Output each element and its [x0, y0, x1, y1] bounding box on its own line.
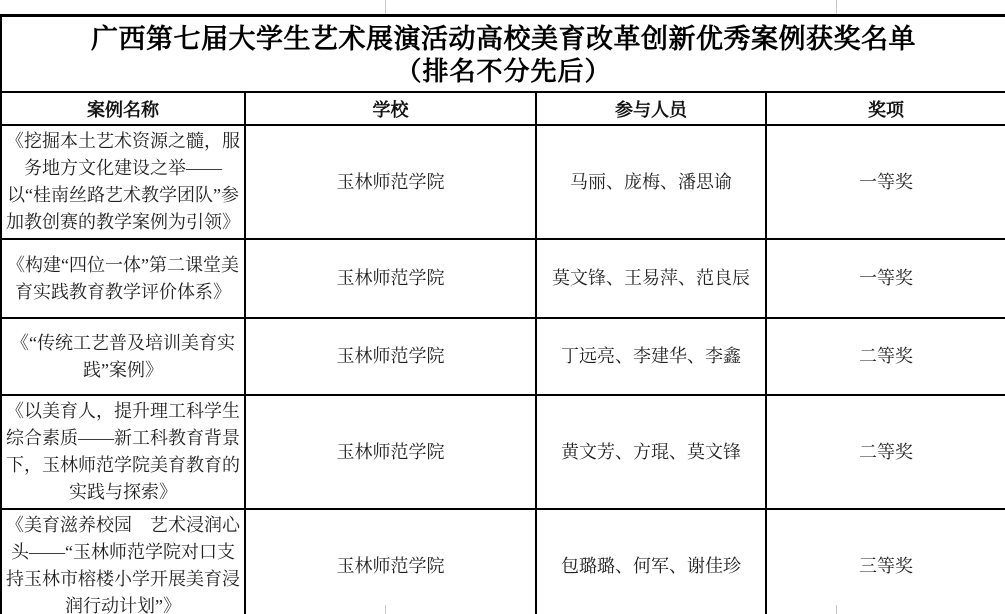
cell-school: 玉林师范学院: [245, 395, 536, 509]
col-header-case-name: 案例名称: [1, 92, 245, 125]
cell-case-name: 《构建“四位一体”第二课堂美育实践教育教学评价体系》: [1, 239, 245, 318]
col-header-school: 学校: [245, 92, 536, 125]
cell-school: 玉林师范学院: [245, 239, 536, 318]
cell-award: 三等奖: [766, 509, 1005, 614]
cell-participants: 莫文锋、王易萍、范良辰: [536, 239, 766, 318]
cell-case-name: 《美育滋养校园 艺术浸润心头——“玉林师范学院对口支持玉林市榕楼小学开展美育浸润行动计划”》: [1, 509, 245, 614]
cell-case-name: 《“传统工艺普及培训美育实践”案例》: [1, 318, 245, 395]
cell-award: 一等奖: [766, 239, 1005, 318]
table-row: [1, 125, 1005, 239]
awards-table: [0, 14, 1005, 614]
table-row: [1, 239, 1005, 318]
page-subtitle: （排名不分先后）: [395, 56, 612, 86]
title-row: [1, 16, 1005, 93]
cell-award: 一等奖: [766, 125, 1005, 239]
table-row: [1, 318, 1005, 395]
table-row: [1, 395, 1005, 509]
cell-school: 玉林师范学院: [245, 125, 536, 239]
cell-school: 玉林师范学院: [245, 509, 536, 614]
table-title-cell: [1, 16, 1005, 93]
cell-participants: 包璐璐、何军、谢佳珍: [536, 509, 766, 614]
cell-award: 二等奖: [766, 318, 1005, 395]
cell-participants: 黄文芳、方琨、莫文锋: [536, 395, 766, 509]
table-row: [1, 509, 1005, 614]
cell-school: 玉林师范学院: [245, 318, 536, 395]
cell-award: 二等奖: [766, 395, 1005, 509]
cell-case-name: 《挖掘本土艺术资源之髓，服务地方文化建设之举——以“桂南丝路艺术教学团队”参加教创赛的教学案例为引领》: [1, 125, 245, 239]
col-header-award: 奖项: [766, 92, 1005, 125]
col-header-participants: 参与人员: [536, 92, 766, 125]
cell-case-name: 《以美育人，提升理工科学生综合素质——新工科教育背景下，玉林师范学院美育教育的实践与探索》: [1, 395, 245, 509]
page-title: 广西第七届大学生艺术展演活动高校美育改革创新优秀案例获奖名单: [91, 23, 916, 54]
grid-remnant-line: [836, 0, 837, 14]
cell-participants: 丁远亮、李建华、李鑫: [536, 318, 766, 395]
table-header-row: [1, 92, 1005, 125]
grid-remnant-line: [385, 0, 386, 14]
cell-participants: 马丽、庞梅、潘思谕: [536, 125, 766, 239]
